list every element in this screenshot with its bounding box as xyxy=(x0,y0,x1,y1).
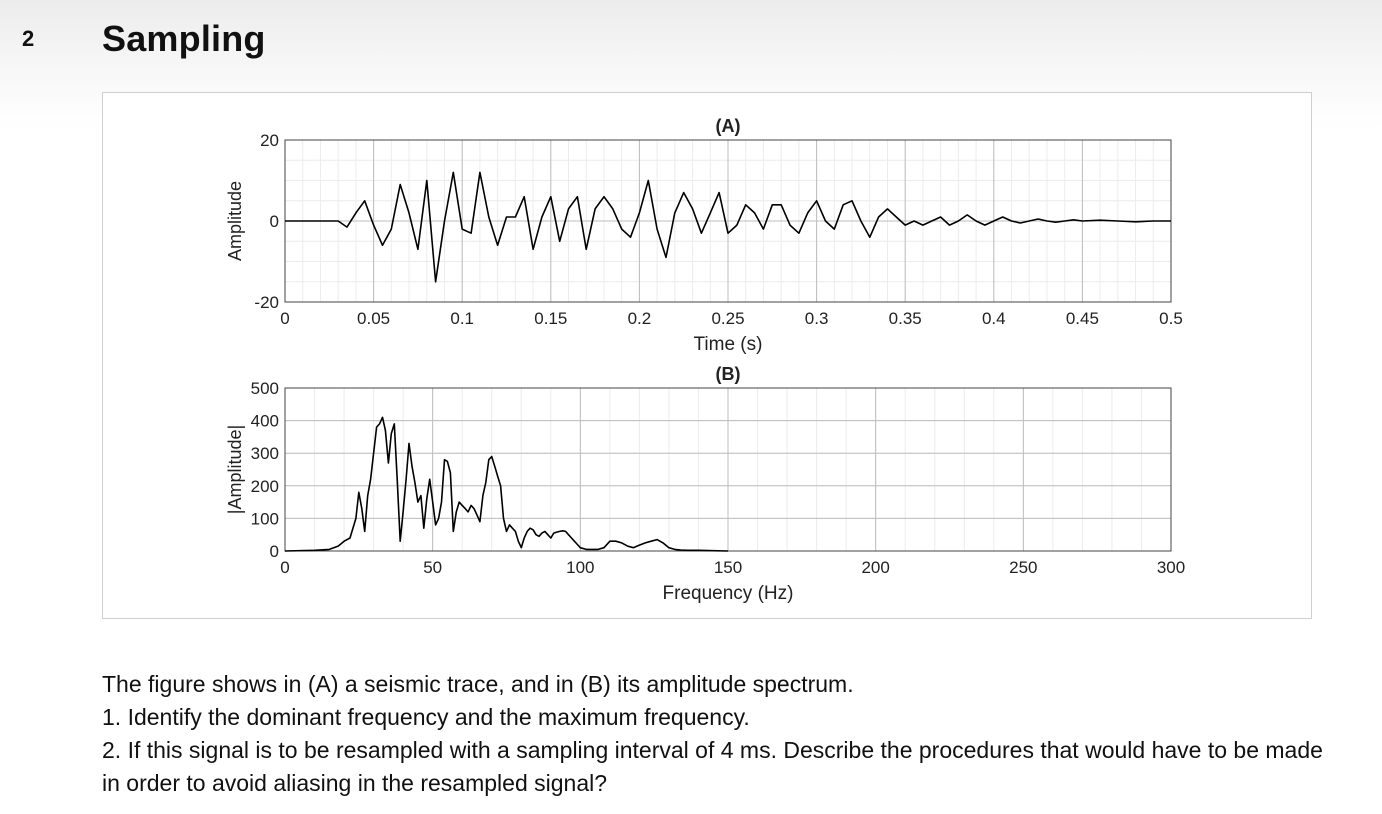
prompt-line-task-2: 2. If this signal is to be resampled with a sampling interval of 4 ms. Describe the procedures that would have to be made in order to avoid aliasing in the resampled signal? xyxy=(102,737,1323,796)
spectrum-xtick-label: 250 xyxy=(1009,558,1038,577)
spectrum-xtick-label: 100 xyxy=(566,558,595,577)
trace-xtick-label: 0.05 xyxy=(357,309,391,328)
spectrum-ytick-label: 0 xyxy=(269,542,279,561)
question-number: 2 xyxy=(22,26,35,51)
trace-xtick-label: 0 xyxy=(280,309,290,328)
spectrum-xtick-label: 50 xyxy=(423,558,443,577)
spectrum-ytick-label: 500 xyxy=(250,379,279,398)
trace-ytick-label: -20 xyxy=(254,293,279,312)
trace-xtick-label: 0.2 xyxy=(627,309,652,328)
spectrum-xtick-label: 200 xyxy=(861,558,890,577)
trace-xtick-label: 0.5 xyxy=(1159,309,1183,328)
trace-ytick-label: 0 xyxy=(269,212,279,231)
trace-xtick-label: 0.4 xyxy=(981,309,1006,328)
trace-xtick-label: 0.1 xyxy=(450,309,475,328)
question-title: Sampling xyxy=(102,18,266,59)
figure-panel xyxy=(102,92,1312,619)
prompt-line-intro: The figure shows in (A) a seismic trace, and in (B) its amplitude spectrum. xyxy=(102,671,854,697)
figure-svg xyxy=(103,93,1313,620)
trace-title: (A) xyxy=(715,116,741,136)
spectrum-ytick-label: 100 xyxy=(250,509,279,529)
spectrum-xtick-label: 300 xyxy=(1156,558,1186,577)
trace-xtick-label: 0.25 xyxy=(711,309,745,328)
spectrum-yaxis-label: |Amplitude| xyxy=(225,424,245,515)
spectrum-series-line xyxy=(285,417,728,551)
prompt-line-task-1: 1. Identify the dominant frequency and the maximum frequency. xyxy=(102,704,750,730)
trace-yaxis-label: Amplitude xyxy=(225,180,245,262)
spectrum-ytick-label: 400 xyxy=(250,411,279,431)
spectrum-title: (B) xyxy=(715,364,741,384)
trace-xtick-label: 0.15 xyxy=(534,309,568,328)
trace-xtick-label: 0.3 xyxy=(804,309,829,328)
question-prompt xyxy=(102,668,1342,800)
trace-xaxis-label: Time (s) xyxy=(693,334,763,355)
trace-ytick-label: 20 xyxy=(260,131,279,150)
trace-xtick-label: 0.45 xyxy=(1065,309,1099,328)
spectrum-xaxis-label: Frequency (Hz) xyxy=(662,583,794,604)
spectrum-ytick-label: 300 xyxy=(250,444,279,464)
spectrum-ytick-label: 200 xyxy=(250,476,279,496)
spectrum-xtick-label: 0 xyxy=(280,558,290,577)
spectrum-xtick-label: 150 xyxy=(713,558,743,577)
trace-xtick-label: 0.35 xyxy=(888,309,922,328)
